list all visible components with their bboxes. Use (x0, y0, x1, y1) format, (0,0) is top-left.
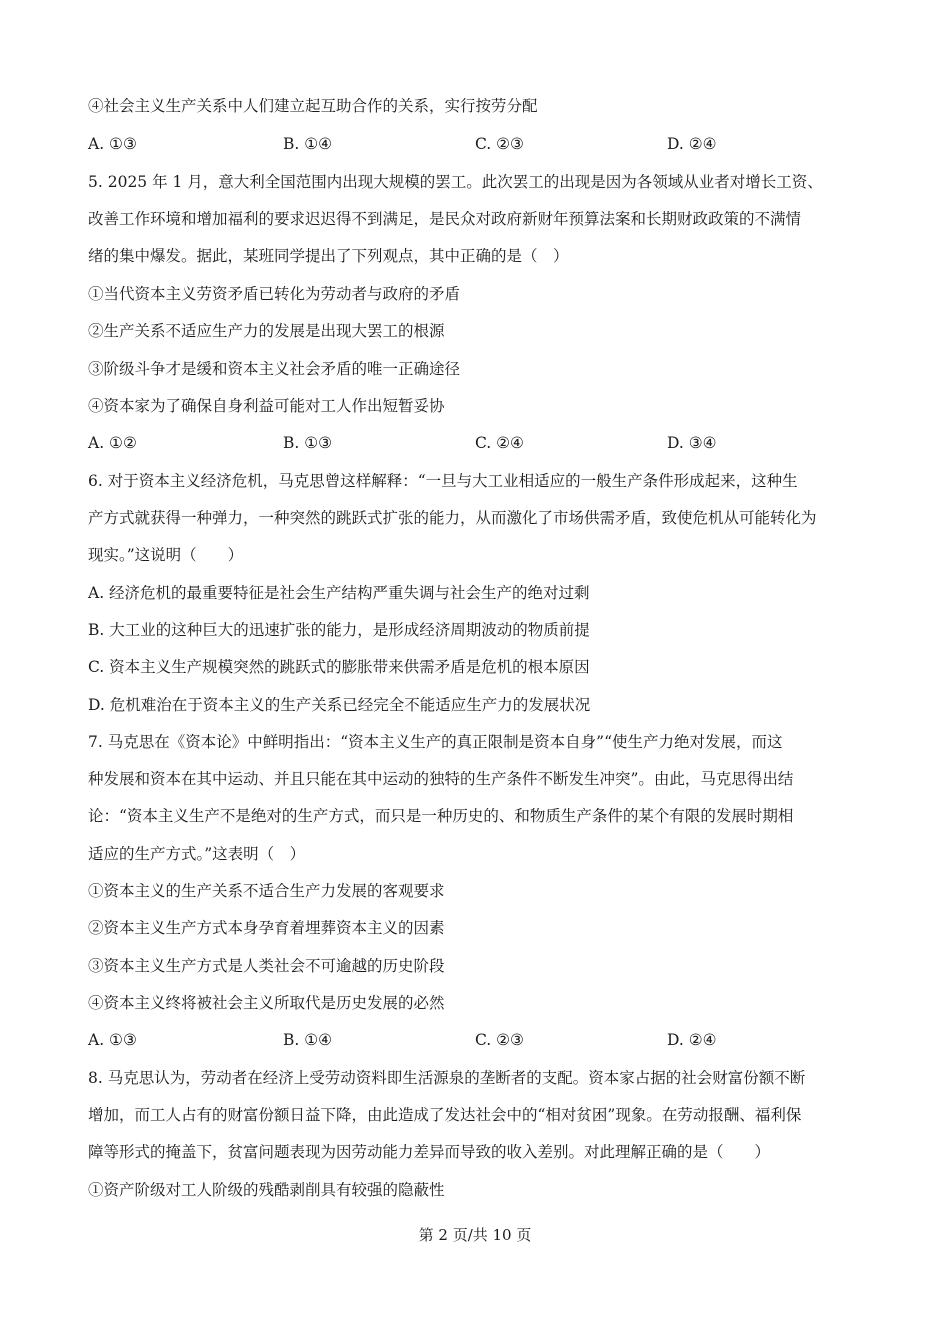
q8-stem-line-2: 增加，而工人占有的财富份额日益下降，由此造成了发达社会中的“相对贫困”现象。在劳动报酬、福利保 (88, 1106, 802, 1124)
q8-stem-line-1: 8. 马克思认为，劳动者在经济上受劳动资料即生活源泉的垄断者的支配。资本家占据的社会财富份额不断 (88, 1069, 806, 1087)
q7-option-d: D. ②④ (667, 1031, 717, 1049)
q7-item-1: ①资本主义的生产关系不适合生产力发展的客观要求 (88, 882, 445, 900)
q7-option-b: B. ①④ (283, 1031, 333, 1049)
q4-options (88, 134, 868, 154)
q5-stem-line-3: 绪的集中爆发。据此，某班同学提出了下列观点，其中正确的是（ ） (88, 247, 569, 265)
q4-option-a: A. ①③ (88, 135, 137, 153)
q5-item-4: ④资本家为了确保自身利益可能对工人作出短暂妥协 (88, 397, 445, 415)
q4-item-4: ④社会主义生产关系中人们建立起互助合作的关系，实行按劳分配 (88, 97, 538, 115)
q7-item-4: ④资本主义终将被社会主义所取代是历史发展的必然 (88, 994, 445, 1012)
q4-option-b: B. ①④ (283, 135, 333, 153)
q4-option-d: D. ②④ (667, 135, 717, 153)
q6-stem-line-2: 产方式就获得一种弹力，一种突然的跳跃式扩张的能力，从而激化了市场供需矛盾，致使危机从可能转化为 (88, 509, 817, 527)
q5-stem-line-1: 5. 2025 年 1 月，意大利全国范围内出现大规模的罢工。此次罢工的出现是因为各领域从业者对增长工资、 (88, 173, 823, 191)
q5-stem-line-2: 改善工作环境和增加福利的要求迟迟得不到满足，是民众对政府新财年预算法案和长期财政政策的不满情 (88, 210, 802, 228)
q6-choice-b: B. 大工业的这种巨大的迅速扩张的能力，是形成经济周期波动的物质前提 (88, 621, 590, 639)
q7-stem-line-1: 7. 马克思在《资本论》中鲜明指出：“资本主义生产的真正限制是资本自身”“使生产力绝对发展，而这 (88, 733, 783, 751)
q7-option-c: C. ②③ (475, 1031, 524, 1049)
q8-stem-line-3: 障等形式的掩盖下，贫富问题表现为因劳动能力差异而导致的收入差别。对此理解正确的是（ ） (88, 1143, 771, 1161)
q6-choice-a: A. 经济危机的最重要特征是社会生产结构严重失调与社会生产的绝对过剩 (88, 584, 590, 602)
q6-choice-c: C. 资本主义生产规模突然的跳跃式的膨胀带来供需矛盾是危机的根本原因 (88, 658, 590, 676)
q7-option-a: A. ①③ (88, 1031, 137, 1049)
q5-item-3: ③阶级斗争才是缓和资本主义社会矛盾的唯一正确途径 (88, 360, 461, 378)
page-number-footer: 第 2 页/共 10 页 (418, 1226, 532, 1244)
q5-option-c: C. ②④ (475, 434, 524, 452)
q5-item-2: ②生产关系不适应生产力的发展是出现大罢工的根源 (88, 322, 445, 340)
q8-item-1: ①资产阶级对工人阶级的残酷剥削具有较强的隐蔽性 (88, 1181, 445, 1199)
q5-option-a: A. ①② (88, 434, 137, 452)
q7-stem-line-4: 适应的生产方式。”这表明（ ） (88, 845, 306, 863)
q5-option-b: B. ①③ (283, 434, 333, 452)
q5-options (88, 433, 868, 453)
q7-options (88, 1030, 868, 1050)
q5-item-1: ①当代资本主义劳资矛盾已转化为劳动者与政府的矛盾 (88, 285, 461, 303)
q5-option-d: D. ③④ (667, 434, 717, 452)
q7-item-2: ②资本主义生产方式本身孕育着埋葬资本主义的因素 (88, 919, 445, 937)
q7-item-3: ③资本主义生产方式是人类社会不可逾越的历史阶段 (88, 957, 445, 975)
q6-stem-line-3: 现实。”这说明（ ） (88, 546, 244, 564)
q4-option-c: C. ②③ (475, 135, 524, 153)
q6-choice-d: D. 危机难治在于资本主义的生产关系已经完全不能适应生产力的发展状况 (88, 696, 591, 714)
q7-stem-line-3: 论：“资本主义生产不是绝对的生产方式，而只是一种历史的、和物质生产条件的某个有限的发展时期相 (88, 807, 794, 825)
q6-stem-line-1: 6. 对于资本主义经济危机，马克思曾这样解释：“一旦与大工业相适应的一般生产条件形成起来，这种生 (88, 472, 798, 490)
q7-stem-line-2: 种发展和资本在其中运动、并且只能在其中运动的独特的生产条件不断发生冲突”。由此，马克思得出结 (88, 770, 794, 788)
